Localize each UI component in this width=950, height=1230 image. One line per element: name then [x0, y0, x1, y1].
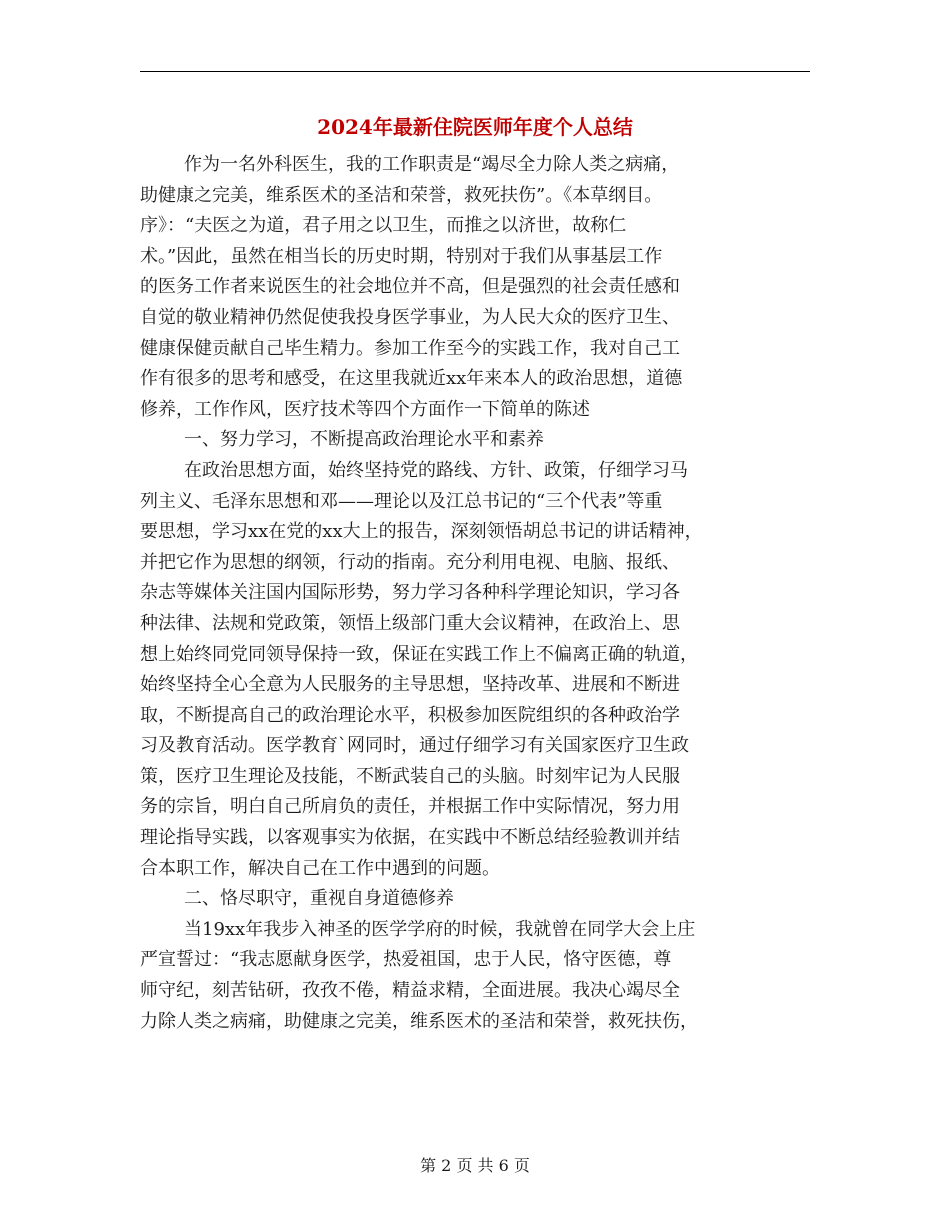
text-line: 种法律、法规和党政策，领悟上级部门重大会议精神，在政治上、思	[140, 612, 680, 634]
header-rule	[140, 71, 810, 72]
text-line: 二、恪尽职守，重视自身道德修养	[184, 888, 454, 910]
text-line: 力除人类之病痛，助健康之完美，维系医术的圣洁和荣誉，救死扶伤，	[140, 1010, 698, 1032]
text-line: 健康保健贡献自己毕生精力。参加工作至今的实践工作，我对自己工	[140, 337, 680, 359]
text-line: 始终坚持全心全意为人民服务的主导思想，坚持改革、进展和不断进	[140, 674, 680, 696]
text-line: 助健康之完美，维系医术的圣洁和荣誉，救死扶伤”。《本草纲目。	[140, 184, 663, 206]
text-line: 序》：“夫医之为道，君子用之以卫生，而推之以济世，故称仁	[140, 215, 627, 237]
text-line: 作为一名外科医生，我的工作职责是“竭尽全力除人类之病痛，	[184, 154, 680, 175]
text-line: 严宣誓过：“我志愿献身医学，热爱祖国，忠于人民，恪守医德，尊	[140, 949, 672, 971]
text-line: 取，不断提高自己的政治理论水平，积极参加医院组织的各种政治学	[140, 704, 680, 726]
text-line: 师守纪，刻苦钻研，孜孜不倦，精益求精，全面进展。我决心竭尽全	[140, 980, 680, 1002]
text-line: 习及教育活动。医学教育`网同时，通过仔细学习有关国家医疗卫生政	[140, 735, 689, 757]
text-line: 并把它作为思想的纲领，行动的指南。充分利用电视、电脑、报纸、	[140, 551, 680, 573]
text-line: 合本职工作，解决自己在工作中遇到的问题。	[140, 857, 500, 879]
text-line: 要思想，学习xx在党的xx大上的报告，深刻领悟胡总书记的讲话精神，	[140, 521, 703, 543]
text-line: 列主义、毛泽东思想和邓——理论以及江总书记的“三个代表”等重	[140, 490, 663, 512]
text-line: 的医务工作者来说医生的社会地位并不高，但是强烈的社会责任感和	[140, 276, 680, 298]
text-line: 自觉的敬业精神仍然促使我投身医学事业，为人民大众的医疗卫生、	[140, 306, 680, 328]
text-line: 在政治思想方面，始终坚持党的路线、方针、政策，仔细学习马	[184, 459, 688, 481]
text-line: 修养，工作作风，医疗技术等四个方面作一下简单的陈述	[140, 398, 590, 420]
page-number: 第 2 页 共 6 页	[420, 1156, 530, 1175]
text-line: 想上始终同党同领导保持一致，保证在实践工作上不偏离正确的轨道，	[140, 643, 698, 665]
text-line: 务的宗旨，明白自己所肩负的责任，并根据工作中实际情况，努力用	[140, 796, 680, 818]
text-line: 杂志等媒体关注国内国际形势，努力学习各种科学理论知识，学习各	[140, 582, 680, 604]
document-body	[140, 150, 820, 1037]
text-line: 术。”因此，虽然在相当长的历史时期，特别对于我们从事基层工作	[140, 245, 663, 267]
text-line: 当19xx年我步入神圣的医学学府的时候，我就曾在同学大会上庄	[184, 918, 696, 940]
document-title: 2024年最新住院医师年度个人总结	[317, 115, 633, 139]
text-line: 作有很多的思考和感受，在这里我就近xx年来本人的政治思想，道德	[140, 368, 683, 390]
text-line: 理论指导实践，以客观事实为依据，在实践中不断总结经验教训并结	[140, 827, 680, 849]
text-line: 策，医疗卫生理论及技能，不断武装自己的头脑。时刻牢记为人民服	[140, 765, 680, 787]
text-line: 一、努力学习，不断提高政治理论水平和素养	[184, 429, 544, 451]
